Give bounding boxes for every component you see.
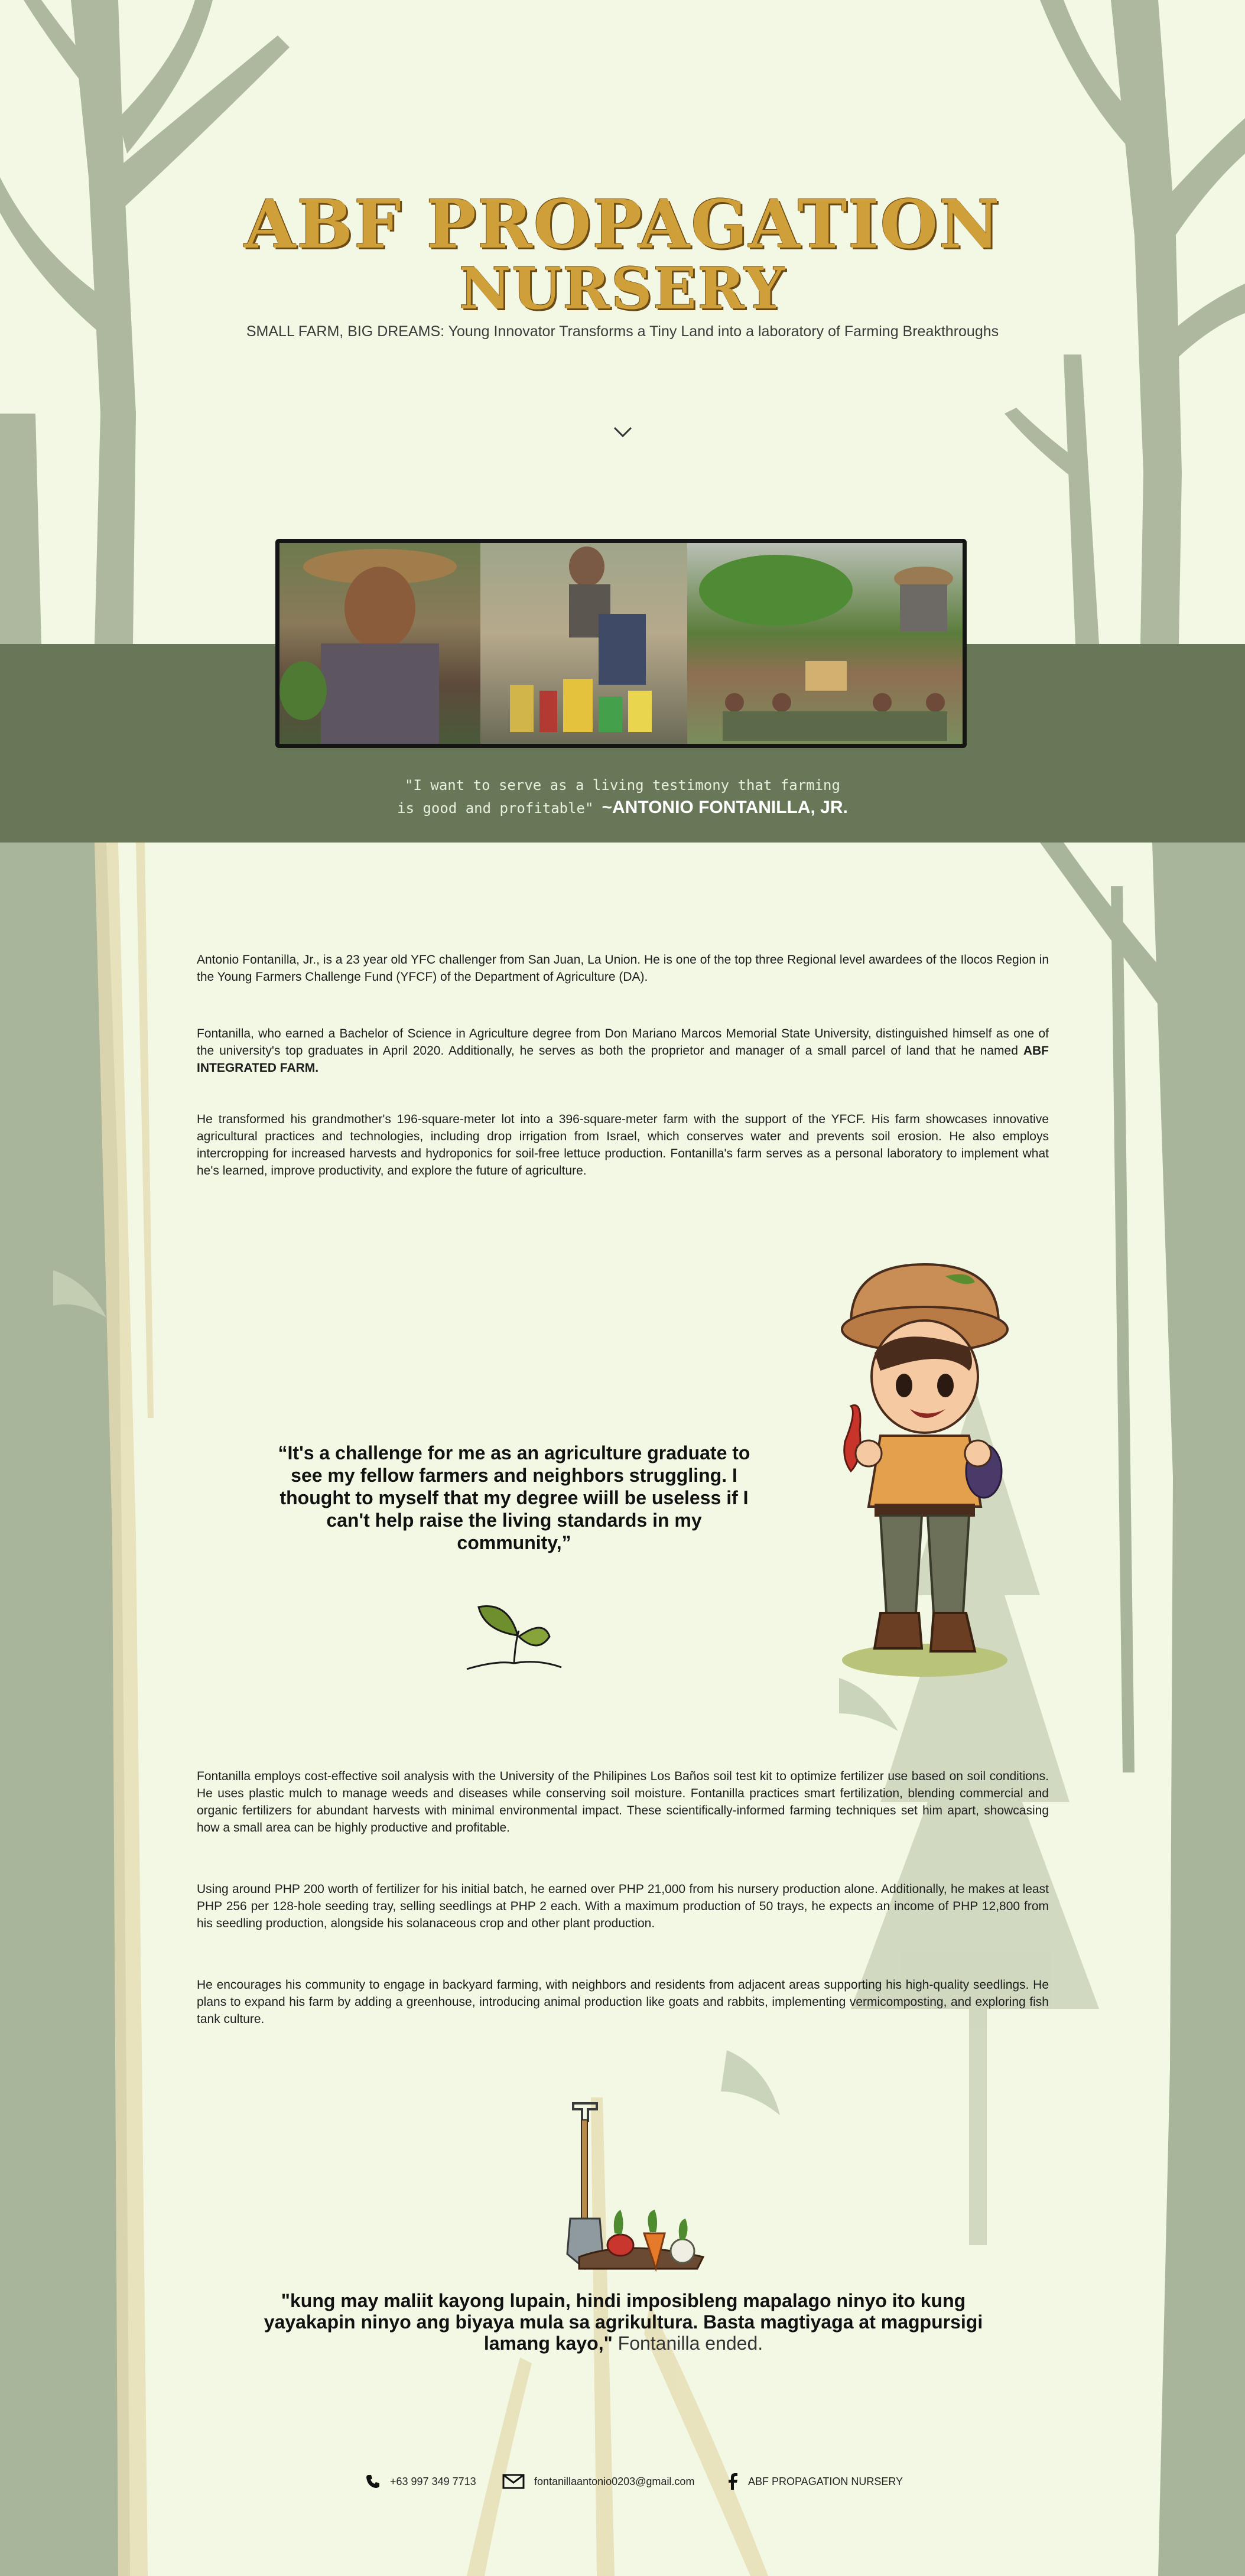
contact-phone-text: +63 997 349 7713 — [390, 2475, 476, 2487]
phone-icon — [365, 2474, 381, 2489]
farm-name: ABF INTEGRATED FARM. — [197, 1044, 1049, 1075]
contact-email[interactable] — [502, 2470, 694, 2493]
founder-quote-author: ~ANTONIO FONTANILLA, JR. — [602, 798, 848, 817]
photo-seedlings-group — [687, 543, 963, 744]
contact-facebook[interactable] — [728, 2470, 903, 2493]
footer-contacts — [0, 2470, 1245, 2493]
story-paragraph-1: Antonio Fontanilla, Jr., is a 23 year old YFC challenger from San Juan, La Union. He is one of the top three Regional level awardees of the Ilocos Region in the Young Farmers Challenge Fund (YFCF) of the Department of Agriculture (DA). — [197, 953, 1049, 984]
story-paragraph-6: He encourages his community to engage in backyard farming, with neighbors and residents from adjacent areas supporting his high-quality seedlings. He plans to expand his farm by adding a greenhouse, introducing animal production like goats and rabbits, implementing vermicomposting, and exploring fish tank culture. — [197, 1978, 1049, 2026]
story-paragraph-5: Using around PHP 200 worth of fertilizer for his initial batch, he earned over PHP 21,000 from his nursery production alone. Additionally, he makes at least PHP 256 per 128-hole seeding tray, selling seedlings at PHP 2 each. With a maximum production of 50 trays, he expects an income of PHP 12,800 from his seedling production, alongside his solanaceous crop and other plant production. — [197, 1882, 1049, 1930]
photo-farmer-smiling — [279, 543, 480, 744]
title-line-2: NURSERY — [459, 255, 786, 322]
founder-quote — [0, 774, 1245, 819]
story-paragraph-3: He transformed his grandmother's 196-square-meter lot into a 396-square-meter farm with the support of the YFCF. His farm showcases innovative agricultural practices and technologies, including drop irrigation from Israel, which conserves water and prevents soil erosion. He also employs intercropping for increased harvests and hydroponics for soil-free lettuce production. Fontanilla's farm serves as a personal laboratory to implement what he's learned, improve productivity, and explore the future of agriculture. — [197, 1113, 1049, 1178]
story-paragraph-2-text: Fontanilla, who earned a Bachelor of Science in Agriculture degree from Don Mariano Marcos Memorial State University, distinguished himself as one of the university's top graduates in April 2020. Additionally, he serves as both the proprietor and manager of a small parcel of land that he named — [197, 1027, 1049, 1058]
photo-collage — [275, 539, 967, 748]
story-paragraph-4: Fontanilla employs cost-effective soil analysis with the University of the Philipines Los Baños soil test kit to optimize fertilizer use based on soil conditions. He uses plastic mulch to manage weeds and diseases while conserving soil moisture. Fontanilla practices smart fertilization, blending commercial and organic fertilizers for abundant harvests with minimal environmental impact. These scientifically-informed farming techniques set him apart, showcasing how a small area can be highly productive and profitable. — [197, 1770, 1049, 1835]
farmer-mascot — [827, 1258, 1022, 1684]
contact-facebook-text: ABF PROPAGATION NURSERY — [748, 2475, 903, 2487]
contact-phone[interactable] — [365, 2470, 476, 2493]
closing-quote — [248, 2290, 999, 2354]
founder-quote-line1: "I want to serve as a living testimony that farming — [405, 777, 840, 793]
chevron-down-icon[interactable] — [611, 423, 635, 440]
founder-quote-line2: is good and profitable" — [397, 800, 594, 817]
hero-subtitle: SMALL FARM, BIG DREAMS: Young Innovator Transforms a Tiny Land into a laboratory of Farming Breakthroughs — [246, 323, 999, 340]
closing-quote-suffix: Fontanilla ended. — [612, 2333, 763, 2354]
shovel-vegetables-icon — [555, 2097, 709, 2275]
sprout-icon — [461, 1595, 567, 1678]
email-icon — [502, 2474, 525, 2489]
story-paragraph-2 — [197, 1025, 1049, 1076]
facebook-icon — [728, 2473, 739, 2490]
contact-email-text: fontanillaantonio0203@gmail.com — [534, 2475, 695, 2487]
photo-sprayer — [480, 543, 687, 744]
closing-quote-text: "kung may maliit kayong lupain, hindi imposibleng mapalago ninyo ito kung yayakapin ninyo ang biyaya mula sa agrikultura. Basta magtiyaga at magpursigi lamang kayo," — [264, 2290, 983, 2354]
site-title — [0, 186, 1245, 322]
challenge-quote: “It's a challenge for me as an agriculture graduate to see my fellow farmers and neighbors struggling. I thought to myself that my degree wiill be useless if I can't help raise the living standards in my community,” — [278, 1442, 750, 1553]
title-line-1: ABF PROPAGATION — [244, 186, 1001, 264]
